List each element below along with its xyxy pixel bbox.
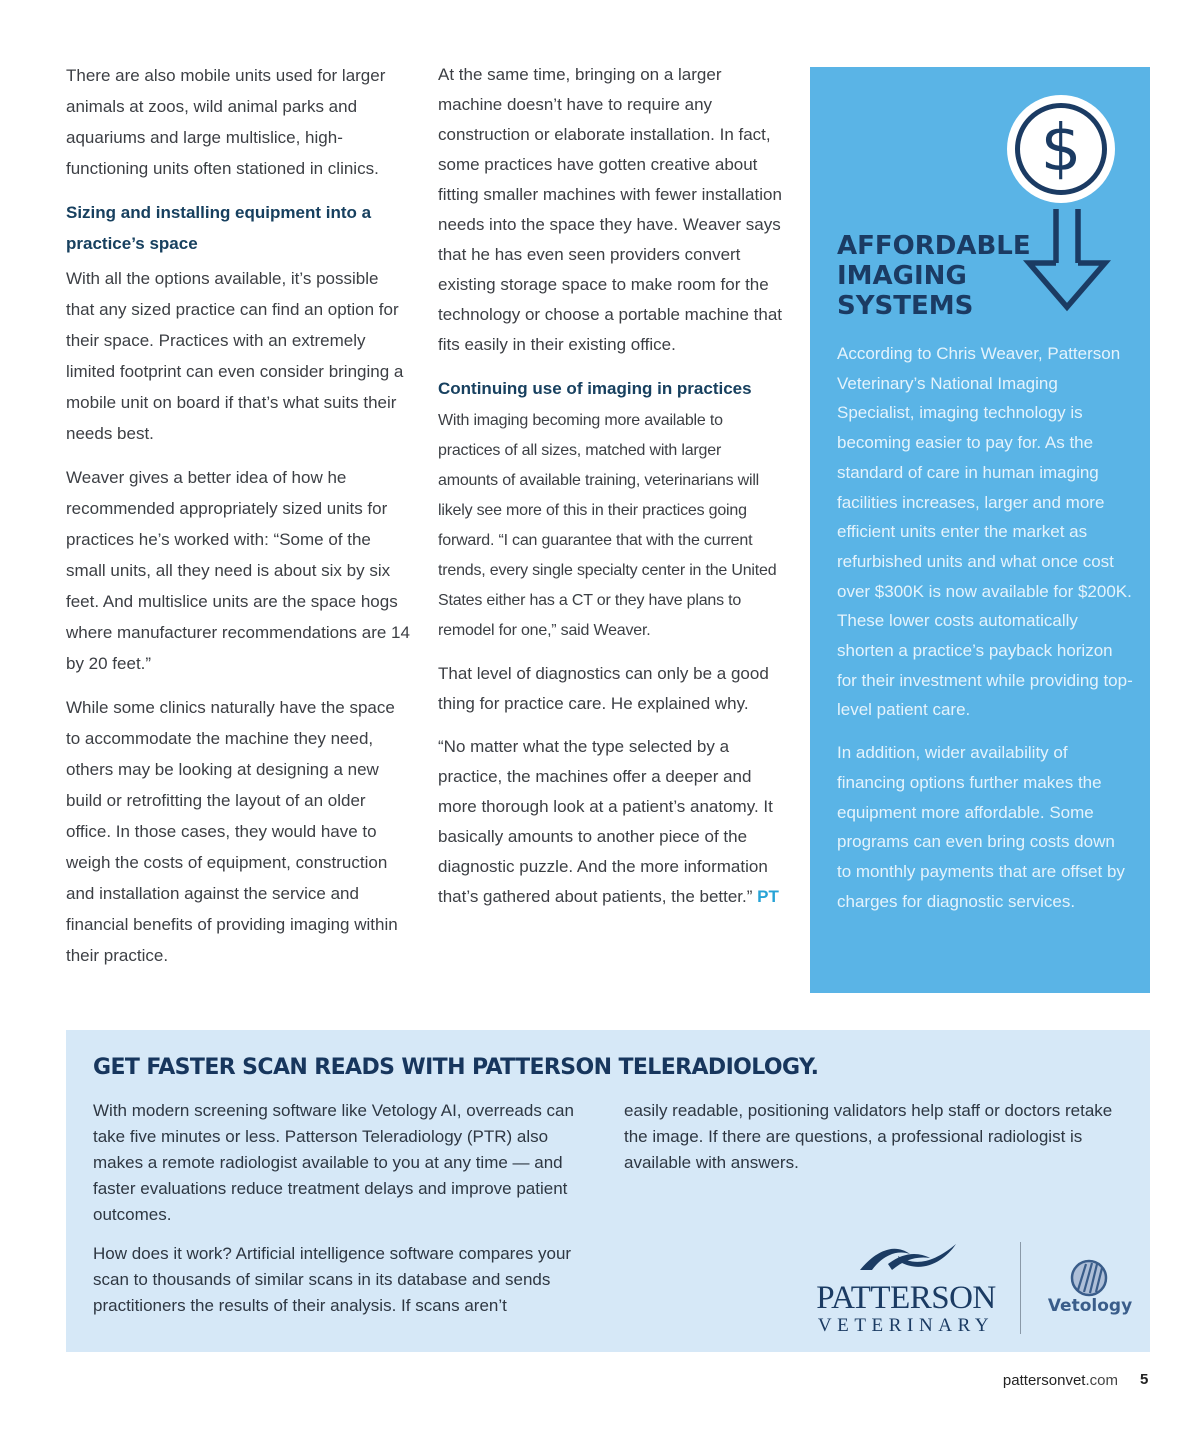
affordable-imaging-sidebar [810, 67, 1150, 993]
page-number: 5 [1140, 1371, 1149, 1388]
article-column-middle [438, 60, 783, 925]
vetology-wordmark: Vetology [1047, 1296, 1133, 1316]
promo-column-left [93, 1098, 593, 1332]
end-mark: PT [757, 887, 779, 906]
section-subhead: Continuing use of imaging in practices [438, 379, 752, 398]
sidebar-body [837, 339, 1133, 929]
logo-divider [1020, 1242, 1021, 1334]
down-arrow-icon [1015, 205, 1119, 317]
body-paragraph: Weaver gives a better idea of how he recommended appropriately sized units for practices he’s worked with: “Some of the small units, all they need is about six by six feet. And multislice units are the space hogs where manufacturer recommendations are 14 by 20 feet.” [66, 468, 410, 673]
vetology-globe-icon [1066, 1258, 1112, 1298]
promo-column-right [624, 1098, 1114, 1189]
body-paragraph: That level of diagnostics can only be a good thing for practice care. He explained why. [438, 664, 769, 713]
sidebar-title [837, 231, 1031, 321]
footer-site-tld: .com [1085, 1372, 1118, 1389]
promo-paragraph: How does it work? Artificial intelligence software compares your scan to thousands of similar scans in its database and sends practitioners the results of their analysis. If scans aren’t [93, 1244, 572, 1315]
sidebar-title-line: SYSTEMS [837, 291, 974, 321]
promo-title: GET FASTER SCAN READS WITH PATTERSON TELERADIOLOGY. [93, 1055, 819, 1080]
promo-paragraph: easily readable, positioning validators help staff or doctors retake the image. If there are questions, a professional radiologist is available with answers. [624, 1101, 1113, 1172]
sidebar-title-line: AFFORDABLE [837, 231, 1031, 261]
teleradiology-promo-box [66, 1030, 1150, 1352]
dollar-sign: $ [1040, 112, 1082, 186]
patterson-wordmark: PATTERSON [816, 1280, 996, 1316]
article-column-left [66, 60, 411, 984]
promo-paragraph: With modern screening software like Vetology AI, overreads can take five minutes or less. Patterson Teleradiology (PTR) also makes a remote radiologist available to you at any time — and faster evaluations reduce treatment delays and improve patient outcomes. [93, 1101, 574, 1224]
sidebar-paragraph: In addition, wider availability of financing options further makes the equipment more affordable. Some programs can even bring costs down to monthly payments that are offset by charges for diagnostic services. [837, 743, 1125, 911]
footer-site-name: pattersonvet [1002, 1372, 1086, 1389]
quote-text: “No matter what the type selected by a practice, the machines offer a deeper and more thorough look at a patient’s anatomy. It basically amounts to another piece of the diagnostic puzzle. And the more information that’s gathered about patients, the better.” [438, 737, 773, 906]
body-paragraph: With imaging becoming more available to practices of all sizes, matched with larger amounts of available training, veterinarians will likely see more of this in their practices going forward. “I can guarantee that with the current trends, every single specialty center in the United States either has a CT or they have plans to remodel for one,” said Weaver. [438, 412, 777, 639]
patterson-wave-icon [858, 1240, 958, 1274]
body-paragraph: With all the options available, it’s possible that any sized practice can find an option for their space. Practices with an extremely limited footprint can even consider bringing a mobile unit on board if that’s what suits their needs best. [66, 269, 404, 443]
body-paragraph: There are also mobile units used for larger animals at zoos, wild animal parks and aquariums and large multislice, high-functioning units often stationed in clinics. [66, 66, 386, 178]
dollar-circle-icon [1007, 95, 1115, 203]
body-paragraph: While some clinics naturally have the space to accommodate the machine they need, others may be looking at designing a new build or retrofitting the layout of an older office. In those cases, they would have to weigh the costs of equipment, construction and installation against the service and financial benefits of providing imaging within their practice. [66, 698, 398, 965]
veterinary-wordmark: VETERINARY [817, 1315, 995, 1336]
sidebar-paragraph: According to Chris Weaver, Patterson Veterinary’s National Imaging Specialist, imaging technology is becoming easier to pay for. As the standard of care in human imaging facilities increases, larger and more efficient units enter the market as refurbished units and what once cost over $300K is now available for $200K. These lower costs automatically shorten a practice’s payback horizon for their investment while providing top-level patient care. [837, 344, 1133, 720]
brand-logos [806, 1240, 1150, 1340]
body-paragraph-quote [438, 732, 783, 912]
footer-website[interactable] [1003, 1372, 1118, 1389]
sidebar-title-line: IMAGING [837, 261, 967, 291]
body-paragraph: At the same time, bringing on a larger machine doesn’t have to require any construction or elaborate installation. In fact, some practices have gotten creative about fitting smaller machines with fewer installation needs into the space they have. Weaver says that he has even seen providers convert existing storage space to make room for the technology or choose a portable machine that fits easily in their existing office. [438, 65, 783, 354]
section-subhead: Sizing and installing equipment into a practice’s space [66, 203, 372, 253]
